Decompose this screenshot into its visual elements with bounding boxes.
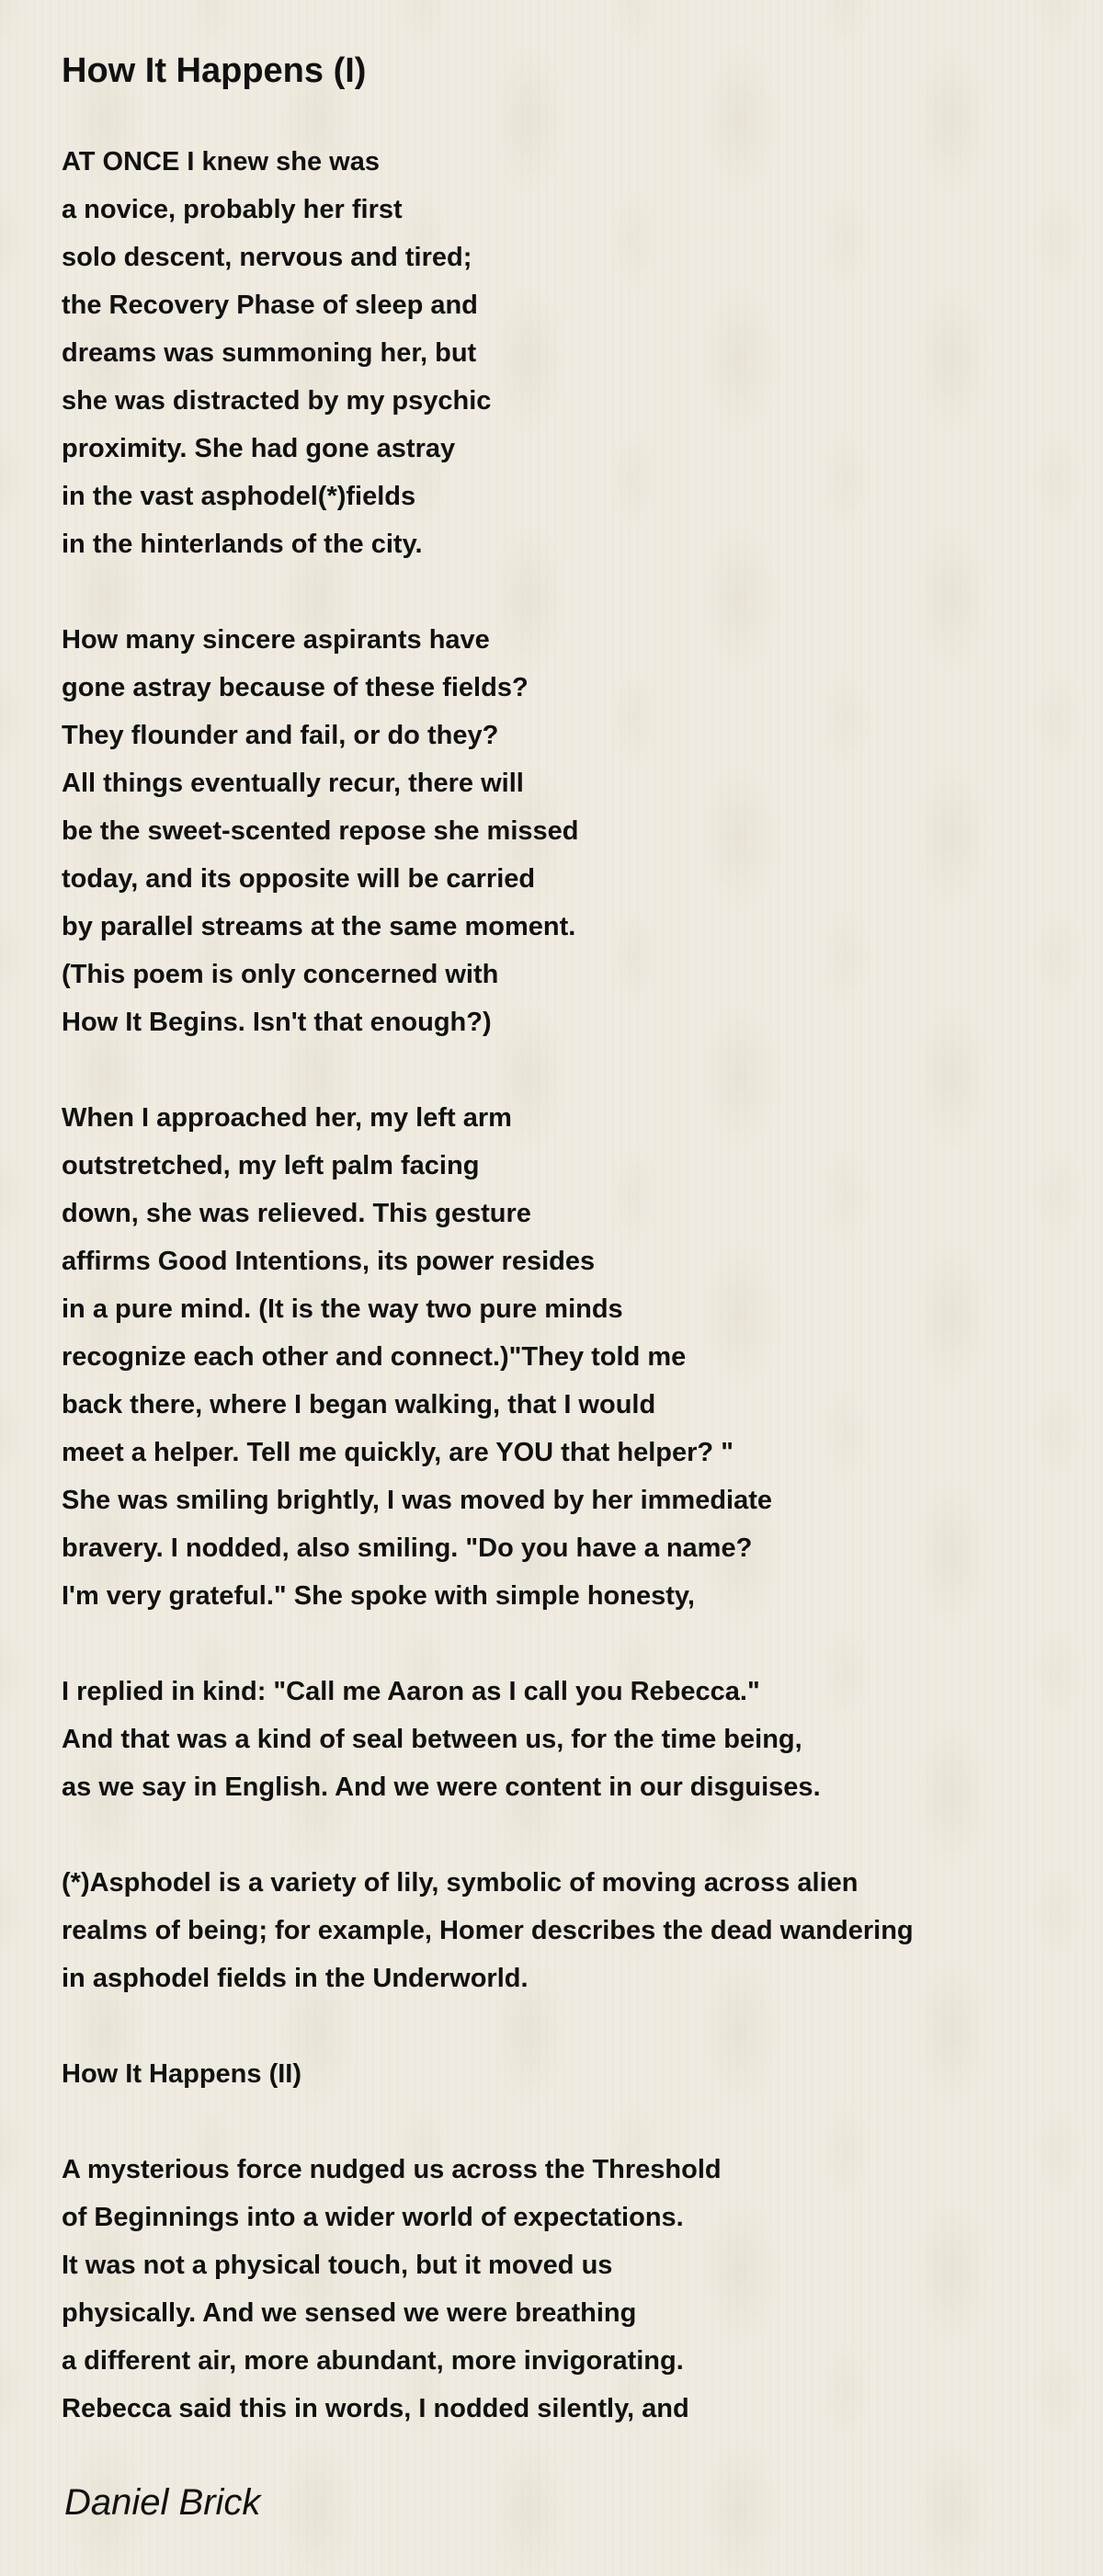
poem-line: realms of being; for example, Homer describes the dead wandering [62, 1916, 914, 1945]
poem-line: be the sweet-scented repose she missed [62, 816, 579, 846]
poem-line: solo descent, nervous and tired; [62, 243, 472, 272]
poem-line: They flounder and fail, or do they? [62, 721, 499, 750]
poem-line: physically. And we sensed we were breathing [62, 2298, 637, 2328]
poem-line: How many sincere aspirants have [62, 625, 490, 655]
poem-line: It was not a physical touch, but it moved us [62, 2251, 613, 2280]
poem-line: by parallel streams at the same moment. [62, 912, 576, 941]
poem-stanza [62, 1668, 1073, 1811]
poem-line: today, and its opposite will be carried [62, 864, 536, 894]
poem-line: meet a helper. Tell me quickly, are YOU that helper? " [62, 1438, 733, 1467]
poem-line: in a pure mind. (It is the way two pure minds [62, 1294, 623, 1324]
poem-line: Rebecca said this in words, I nodded silently, and [62, 2394, 689, 2423]
poem-line: (*)Asphodel is a variety of lily, symbolic of moving across alien [62, 1868, 859, 1898]
poem-line: she was distracted by my psychic [62, 386, 492, 416]
poem-line: back there, where I began walking, that I would [62, 1390, 656, 1419]
poem-line: All things eventually recur, there will [62, 769, 524, 798]
poem-line: gone astray because of these fields? [62, 673, 529, 702]
poem-line: in the vast asphodel(*)fields [62, 482, 416, 511]
poem-body [62, 138, 1073, 2480]
poem-line: A mysterious force nudged us across the Threshold [62, 2155, 722, 2184]
poem-line: in asphodel fields in the Underworld. [62, 1964, 529, 1993]
poem-line: How It Happens (II) [62, 2059, 301, 2089]
poem-line: bravery. I nodded, also smiling. "Do you have a name? [62, 1533, 753, 1563]
poem-line: How It Begins. Isn't that enough?) [62, 1008, 492, 1037]
poem-line: as we say in English. And we were content in our disguises. [62, 1772, 821, 1802]
poem-line: proximity. She had gone astray [62, 434, 456, 463]
poem-line: She was smiling brightly, I was moved by her immediate [62, 1486, 773, 1515]
poem-line: a different air, more abundant, more invigorating. [62, 2346, 684, 2376]
poem-stanza [62, 138, 1073, 568]
poem-author: Daniel Brick [64, 2482, 261, 2523]
poem-line: outstretched, my left palm facing [62, 1151, 480, 1180]
poem-line: AT ONCE I knew she was [62, 147, 380, 177]
poem-line: (This poem is only concerned with [62, 960, 499, 989]
poem-line: a novice, probably her first [62, 195, 403, 224]
poem-title: How It Happens (I) [62, 51, 367, 90]
poem-line: recognize each other and connect.)"They told me [62, 1342, 687, 1372]
poem-line: And that was a kind of seal between us, for the time being, [62, 1725, 802, 1754]
poem-line: down, she was relieved. This gesture [62, 1199, 531, 1228]
poem-stanza [62, 2050, 1073, 2098]
poem-line: the Recovery Phase of sleep and [62, 291, 478, 320]
poem-line: affirms Good Intentions, its power resides [62, 1247, 596, 1276]
poem-stanza [62, 1094, 1073, 1620]
poem-line: I'm very grateful." She spoke with simple honesty, [62, 1581, 695, 1611]
poem-line: of Beginnings into a wider world of expectations. [62, 2203, 684, 2232]
poem-line: in the hinterlands of the city. [62, 530, 423, 559]
poem-stanza [62, 2146, 1073, 2433]
poem-stanza [62, 616, 1073, 1046]
poem-stanza [62, 1859, 1073, 2002]
poem-line: I replied in kind: "Call me Aaron as I call you Rebecca." [62, 1677, 760, 1706]
poem-line: dreams was summoning her, but [62, 338, 477, 368]
poem-line: When I approached her, my left arm [62, 1103, 512, 1133]
